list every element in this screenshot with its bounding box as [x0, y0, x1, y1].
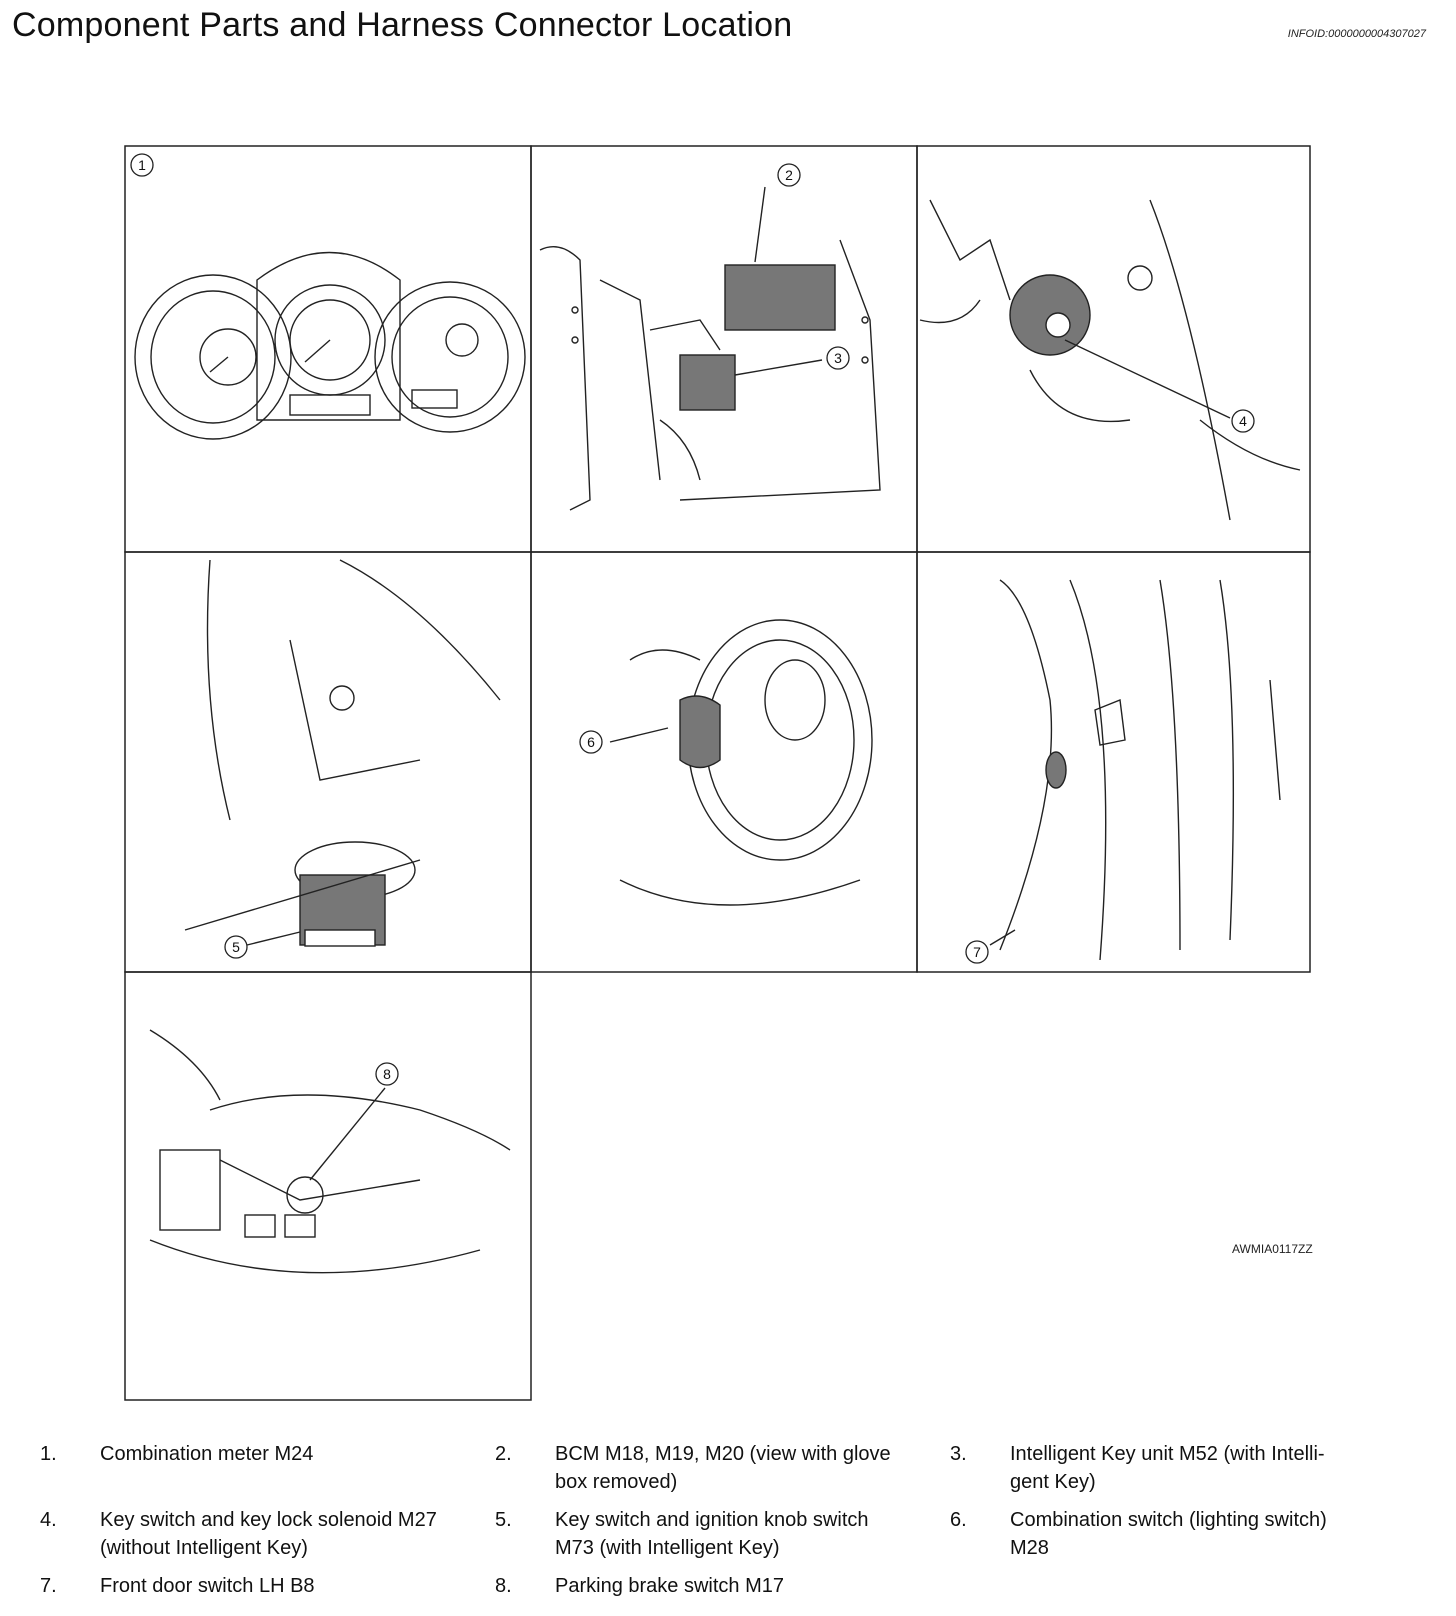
- panel-parking-brake: [150, 1030, 510, 1273]
- legend-item: 8. Parking brake switch M17: [495, 1575, 784, 1597]
- legend-item: 3. Intelligent Key unit M52 (with Intelli-gent Key): [950, 1443, 1325, 1493]
- page-title: Component Parts and Harness Connector Location: [12, 6, 793, 44]
- panel-grid: [125, 146, 1310, 1400]
- callout-label: 2: [785, 167, 793, 183]
- legend-item: 2. BCM M18, M19, M20 (view with glove box removed): [495, 1443, 891, 1493]
- callout-label: 8: [383, 1066, 391, 1082]
- panel-combination-meter: [135, 253, 525, 440]
- legend-item: 1. Combination meter M24: [40, 1443, 314, 1465]
- callout-label: 4: [1239, 413, 1247, 429]
- panel-combination-switch: [610, 620, 872, 905]
- legend-item: 7. Front door switch LH B8: [40, 1575, 315, 1597]
- callout-label: 5: [232, 939, 240, 955]
- figure-code: AWMIA0117ZZ: [1232, 1242, 1313, 1256]
- legend-item: 5. Key switch and ignition knob switch M73 (with Intelligent Key): [495, 1509, 869, 1559]
- panel-door-switch: [990, 580, 1280, 960]
- callout-label: 1: [138, 157, 146, 173]
- panel-bcm: [540, 187, 880, 510]
- info-id: INFOID:0000000004307027: [1287, 28, 1426, 40]
- legend-item: 6. Combination switch (lighting switch) M28: [950, 1509, 1327, 1559]
- legend-item: 4. Key switch and key lock solenoid M27 (without Intelligent Key): [40, 1509, 437, 1559]
- panel-key-switch: [920, 200, 1300, 520]
- panel-ignition-knob: [185, 560, 500, 946]
- callout-label: 7: [973, 944, 981, 960]
- callout-label: 3: [834, 350, 842, 366]
- callout-label: 6: [587, 734, 595, 750]
